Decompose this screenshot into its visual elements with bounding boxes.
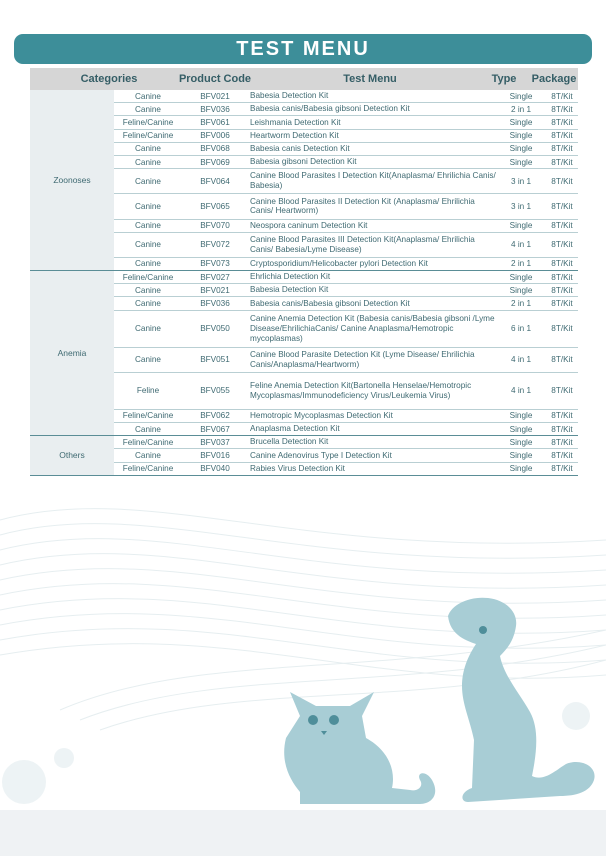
table-row [114,130,578,143]
cell-package: 8T/Kit [551,437,573,447]
cell-species: Feline/Canine [122,411,174,421]
cell-test-menu: Anaplasma Detection Kit [250,424,340,434]
cell-package: 8T/Kit [551,259,573,269]
table-row [114,284,578,297]
table-row [114,143,578,156]
cell-product-code: BFV068 [200,144,230,154]
table-row [114,90,578,103]
table-row [114,194,578,219]
cell-product-code: BFV027 [200,272,230,282]
cell-package: 8T/Kit [551,91,573,101]
cell-package: 8T/Kit [551,424,573,434]
cell-package: 8T/Kit [551,324,573,334]
cell-product-code: BFV021 [200,285,230,295]
cell-product-code: BFV065 [200,201,230,211]
cat-eye-left [308,715,318,725]
group-category-label: Anemia [30,271,114,435]
cell-species: Canine [135,299,161,309]
cell-type: 2 in 1 [510,259,532,269]
table-group [30,271,578,436]
cat-silhouette [284,692,435,804]
cell-product-code: BFV073 [200,259,230,269]
header-categories: Categories [80,73,138,85]
table-row [114,258,578,270]
cell-test-menu: Babesia gibsoni Detection Kit [250,157,357,167]
cell-test-menu: Neospora caninum Detection Kit [250,220,368,230]
cell-species: Canine [135,144,161,154]
cell-test-menu: Feline Anemia Detection Kit(Bartonella Henselae/Hemotropic Mycoplasmas/Immunodeficiency Virus/Leukemia Virus) [250,381,472,400]
cell-type: Single [509,272,533,282]
cell-test-menu: Cryptosporidium/Helicobacter pylori Detection Kit [250,259,428,269]
cell-species: Canine [135,157,161,167]
cell-type: 4 in 1 [510,240,532,250]
cell-species: Canine [135,221,161,231]
cell-product-code: BFV061 [200,117,230,127]
cell-package: 8T/Kit [551,176,573,186]
cell-product-code: BFV050 [200,324,230,334]
cell-type: Single [509,411,533,421]
cell-species: Canine [135,424,161,434]
table-row [114,436,578,449]
cell-product-code: BFV070 [200,221,230,231]
cell-test-menu: Rabies Virus Detection Kit [250,463,345,473]
table-group [30,436,578,476]
table-row [114,373,578,410]
cell-test-menu: Babesia canis Detection Kit [250,143,350,153]
cell-species: Canine [135,285,161,295]
cell-package: 8T/Kit [551,272,573,282]
cell-species: Feline/Canine [122,437,174,447]
table-row [114,311,578,348]
cell-test-menu: Brucella Detection Kit [250,437,329,447]
table-row [114,463,578,475]
cell-species: Canine [135,355,161,365]
cell-test-menu: Heartworm Detection Kit [250,130,339,140]
test-menu-table [30,90,578,476]
cell-type: 3 in 1 [510,201,532,211]
cell-product-code: BFV055 [200,386,230,396]
cell-species: Canine [135,201,161,211]
cell-package: 8T/Kit [551,157,573,167]
table-row [114,220,578,233]
table-row [114,233,578,258]
cell-type: Single [509,450,533,460]
cell-type: Single [509,285,533,295]
table-row [114,410,578,423]
page-title: TEST MENU [14,34,592,64]
cell-product-code: BFV016 [200,450,230,460]
cell-product-code: BFV062 [200,411,230,421]
decor-bubble-small [54,748,74,768]
cell-species: Canine [135,91,161,101]
cell-type: Single [509,221,533,231]
cat-eye-right [329,715,339,725]
floor-band [0,810,606,856]
cell-product-code: BFV072 [200,240,230,250]
cell-package: 8T/Kit [551,131,573,141]
cell-species: Canine [135,104,161,114]
cell-species: Feline/Canine [122,464,174,474]
decor-bubble-large [2,760,46,804]
cell-type: Single [509,437,533,447]
table-row [114,103,578,116]
cell-package: 8T/Kit [551,201,573,211]
cell-product-code: BFV036 [200,299,230,309]
cell-species: Feline/Canine [122,272,174,282]
decor-bubble-right [562,702,590,730]
header-type: Type [491,73,517,85]
cell-species: Feline [136,386,160,396]
cell-type: Single [509,131,533,141]
table-row [114,156,578,169]
pets-background-illustration [0,480,606,856]
cell-test-menu: Ehrlichia Detection Kit [250,272,331,282]
group-category-label: Others [30,436,114,475]
cell-species: Feline/Canine [122,117,174,127]
cell-package: 8T/Kit [551,355,573,365]
cell-species: Canine [135,450,161,460]
cell-product-code: BFV069 [200,157,230,167]
cell-product-code: BFV021 [200,91,230,101]
cell-test-menu: Canine Blood Parasite Detection Kit (Lyme Disease/ Ehrilichia Canis/Anaplasma/Heartworm) [250,349,475,369]
cell-type: 2 in 1 [510,299,532,309]
cell-product-code: BFV040 [200,464,230,474]
cell-species: Canine [135,240,161,250]
cell-test-menu: Babesia canis/Babesia gibsoni Detection Kit [250,298,410,308]
cell-test-menu: Canine Blood Parasites III Detection Kit(Anaplasma/ Ehrilichia Canis/ Babesia/Lyme Disease) [250,234,475,254]
cell-package: 8T/Kit [551,104,573,114]
cell-type: Single [509,424,533,434]
cell-package: 8T/Kit [551,450,573,460]
cell-package: 8T/Kit [551,117,573,127]
cell-test-menu: Leishmania Detection Kit [250,117,341,127]
table-group [30,90,578,271]
group-category-label: Zoonoses [30,90,114,270]
table-header [30,68,578,90]
cell-test-menu: Canine Anemia Detection Kit (Babesia canis/Babesia gibsoni /Lyme Disease/EhrilichiaCanis/ Canine Anaplasma/Hemotropic mycoplasmas) [250,313,495,343]
cell-type: 2 in 1 [510,104,532,114]
cell-test-menu: Canine Blood Parasites II Detection Kit (Anaplasma/ Ehrilichia Canis/ Heartworm) [250,196,475,216]
cell-package: 8T/Kit [551,411,573,421]
cell-test-menu: Babesia canis/Babesia gibsoni Detection Kit [250,104,410,114]
cell-package: 8T/Kit [551,144,573,154]
cell-type: Single [509,464,533,474]
cell-species: Canine [135,259,161,269]
table-row [114,423,578,435]
table-row [114,449,578,462]
cell-package: 8T/Kit [551,221,573,231]
table-row [114,271,578,284]
cell-test-menu: Canine Blood Parasites I Detection Kit(Anaplasma/ Ehrilichia Canis/ Babesia) [250,171,496,191]
table-row [114,297,578,310]
cell-type: Single [509,117,533,127]
cell-package: 8T/Kit [551,240,573,250]
table-row [114,348,578,373]
header-product-code: Product Code [178,73,252,85]
cell-product-code: BFV067 [200,424,230,434]
cell-type: 6 in 1 [510,324,532,334]
cell-product-code: BFV051 [200,355,230,365]
cell-type: 3 in 1 [510,176,532,186]
cell-product-code: BFV006 [200,131,230,141]
cell-test-menu: Hemotropic Mycoplasmas Detection Kit [250,411,393,420]
header-test-menu: Test Menu [343,73,397,85]
cell-test-menu: Babesia Detection Kit [250,91,329,101]
cell-species: Canine [135,324,161,334]
cell-product-code: BFV064 [200,176,230,186]
cell-type: 4 in 1 [510,355,532,365]
dog-silhouette [448,598,595,802]
cell-species: Canine [135,176,161,186]
cell-species: Feline/Canine [122,131,174,141]
cell-type: 4 in 1 [510,386,532,396]
cell-package: 8T/Kit [551,464,573,474]
table-row [114,169,578,194]
cell-type: Single [509,91,533,101]
cell-package: 8T/Kit [551,386,573,396]
cell-type: Single [509,144,533,154]
cell-test-menu: Canine Adenovirus Type I Detection Kit [250,450,392,460]
cell-package: 8T/Kit [551,285,573,295]
cell-product-code: BFV036 [200,104,230,114]
dog-eye [479,626,487,634]
cell-test-menu: Babesia Detection Kit [250,285,329,295]
table-row [114,116,578,129]
cell-product-code: BFV037 [200,437,230,447]
cell-type: Single [509,157,533,167]
cell-package: 8T/Kit [551,299,573,309]
header-package: Package [531,73,577,85]
